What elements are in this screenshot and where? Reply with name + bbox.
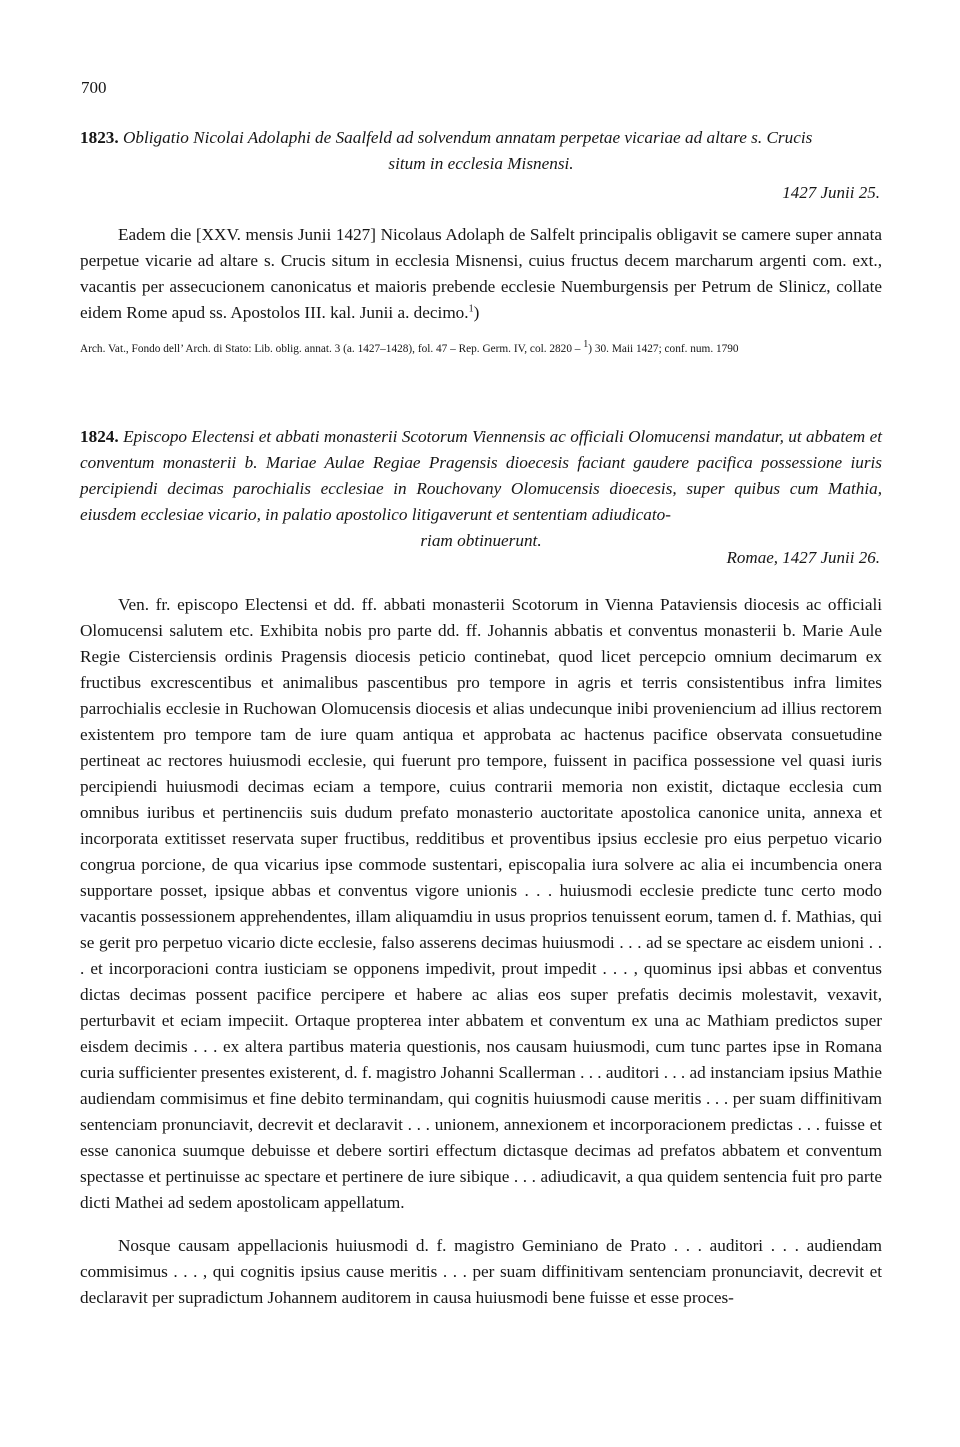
entry-1824-heading (80, 424, 882, 554)
entry-1824-heading-last: riam obtinuerunt. (420, 531, 542, 550)
footnote-mark: 1 (468, 303, 474, 315)
entry-1823-text (80, 222, 882, 326)
entry-1823-heading (80, 125, 882, 177)
entry-1823-heading-text: Obligatio Nicolai Adolaphi de Saalfeld ad solvendum annatam perpetae vicariae ad altare s. Crucis (122, 128, 813, 147)
entry-1823-heading-last: situm in ecclesia Misnensi. (388, 154, 574, 173)
entry-1824-heading-text: Episcopo Electensi et abbati monasterii Scotorum Viennensis ac officiali Olomucensi mandatur, ut abbatem et conventum monasterii b. Mariae Aulae Regiae Pragensis dioecesis faciant gaudere pacifica possessione iuris percipiendi decimas parochialis ecclesiae in Rouchovany Olomucensis dioecesis, super quibus cum Mathia, eiusdem ecclesiae vicario, in palatio apostolico litigaverunt et sententiam adiudicato- (80, 427, 882, 524)
entry-1824-number: 1824. (80, 427, 119, 446)
entry-1824-paragraph-2: Nosque causam appellacionis huiusmodi d. f. magistro Geminiano de Prato . . . auditori . . . audiendam commisimus . . . , qui cognitis ipsius cause meritis . . . per suam diffinitivam sentenciam pronunciavit, decrevit et declaravit per supradictum Johannem auditorem in causa huiusmodi bene fuisse et esse proces- (80, 1236, 882, 1307)
entry-1823-date: 1427 Junii 25. (782, 183, 880, 202)
page-number: 700 (81, 78, 107, 97)
entry-1824-paragraph-1: Ven. fr. episcopo Electensi et dd. ff. abbati monasterii Scotorum in Vienna Pataviensis diocesis ac officiali Olomucensi salutem etc. Exhibita nobis pro parte dd. ff. Johannis abbatis et conventus monasterii b. Marie Aule Regie Cisterciensis ordinis Pragensis diocesis peticio continebat, quod licet percepcio omnium decimarum ex fructibus excrescentibus et animalibus pascentibus pro tempore in agris et terris consistentibus infra limites parrochialis ecclesie in Ruchowan Olomucensis diocesis et alias undecunque inibi proveniencium ad illius rectorem existentem pro tempore tam de iure quam antiqua et approbata ac hactenus pacifice observata consuetudine pertineat ac rectores huiusmodi ecclesie, qui fuerunt pro tempore, fuissent in pacifica possessione vel quasi iuris percipiendi huiusmodi decimas eciam a tempore, cuius contrarii memoria non existit, dictaque ecclesia cum omnibus iuribus et pertinenciis suis dudum prefato monasterio auctoritate apostolica canonice unita, annexa et incorporata extitisset reservata super fructibus, redditibus et proventibus ipsius ecclesie pro eius perpetuo vicario congrua porcione, de qua vicarius ipse commode sustentari, episcopalia iura solvere ac alia ei incumbencia onera supportare posset, ipsique abbas et conventus vigore unionis . . . huiusmodi ecclesie predicte tunc certo modo vacantis possessionem apprehendentes, illam aliquamdiu in usus proprios tenuissent eorum, tamen d. f. Mathias, qui se gerit pro perpetuo vicario dicte ecclesie, falso asserens decimas huiusmodi . . . ad se spectare ac eisdem unioni . . . et incorporacioni contra iusticiam se opponens impedivit, prout impedit . . . , quominus ipsi abbas et conventus dictas decimas possent pacifice percipere et habere ac alias eos super prefatis decimis molestavit, vexavit, perturbavit et eciam impeciit. Ortaque propterea inter abbatem et conventum ex una ac Mathiam predictos super eisdem decimis . . . ex altera partibus materia questionis, nos causam huiusmodi, cum tunc partes ipse in Romana curia sufficienter presentes existerent, d. f. magistro Johanni Scallerman . . . auditori . . . ad instanciam ipsius Mathie audiendam commisimus et fine debito terminandam, qui cognitis huiusmodi cause meritis . . . per suam diffinitivam sentenciam pronunciavit, decrevit et declaravit . . . unionem, annexionem et incorporacionem predictas . . . fuisse et esse canonica suumque debuisse et debere sortiri effectum dictasque decimas ad prefatos abbatem et conventum spectasse et pertinuisse ac spectare et pertinere de iure sibique . . . adiudicavit, a qua quidem sentencia fuit pro parte dicti Mathei ad sedem apostolicam appellatum. (80, 595, 882, 1212)
entry-1823-note-text: Arch. Vat., Fondo dell’ Arch. di Stato: Lib. oblig. annat. 3 (a. 1427–1428), fol. 47 – Rep. Germ. IV, col. 2820 – (80, 343, 584, 355)
footnote-mark: 1 (583, 339, 589, 351)
entry-1823-number: 1823. (80, 128, 119, 147)
entry-1823-text-main: Eadem die [XXV. mensis Junii 1427] Nicolaus Adolaph de Salfelt principalis obligavit se camere super annata perpetue vicarie ad altare s. Crucis situm in ecclesia Misnensi, cuius fructus decem marcharum argenti com. ext., vacantis per assecucionem canonicatus et maioris prebende ecclesie Nuemburgensis per Petrum de Slinicz, collate eidem Rome apud ss. Apostolos III. kal. Junii a. decimo. (80, 225, 882, 322)
entry-1824-date: Romae, 1427 Junii 26. (726, 548, 880, 567)
entry-1823-note-end: ) 30. Maii 1427; conf. num. 1790 (588, 343, 739, 355)
entry-1823-note (80, 340, 882, 358)
entry-1823-text-end: ) (473, 303, 480, 322)
